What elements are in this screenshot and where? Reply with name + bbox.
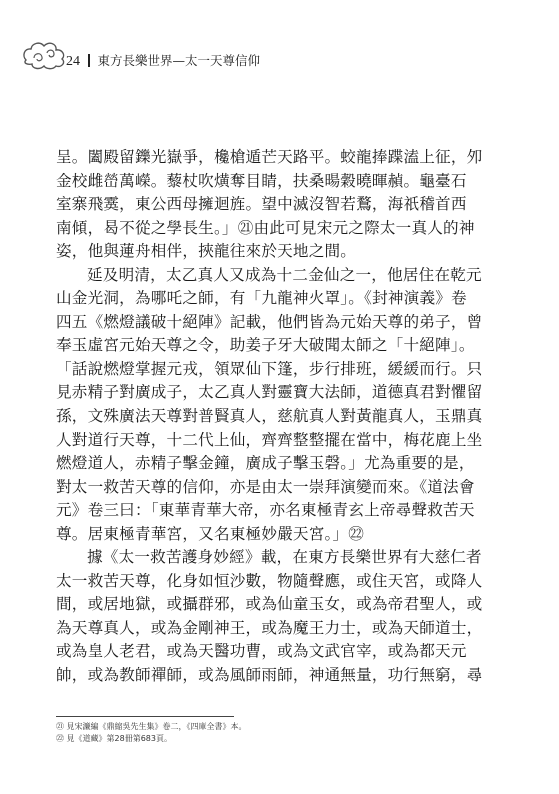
text-line: 尊。居東極青華宮，又名東極妙嚴天宮。」㉒ [56,524,365,543]
text-line: 四五《燃燈議破十絕陣》記載，他們皆為元始天尊的弟子，曾 [56,312,483,331]
header-divider [88,54,90,67]
text-line: 對太一救苦天尊的信仰，亦是由太一崇拜演變而來。《道法會 [56,477,475,496]
text-line: 奉玉虛宮元始天尊之令，助姜子牙大破聞太師之「十絕陣」。 [56,336,475,355]
footnotes [56,721,247,745]
running-header [66,51,260,70]
text-line: 或為皇人老君，或為天醫功曹，或為文武官宰，或為都天元 [56,642,467,661]
body-text [56,146,512,688]
footnote: ㉑ 見宋濂編《鼎縮吳先生集》卷二，《四庫全書》本。 [56,722,247,731]
text-line: 室寨飛霙，東公西母擁迴旌。望中滅沒智若鶩，海祇稽首西 [56,195,467,214]
text-line: 南傾，曷不從之學長生。」㉑由此可見宋元之際太一真人的神 [56,218,475,237]
text-line: 金校雌嵤萬嶸。藜杖吹熿奪目睛，扶桑暘穀曉暉赬。龜臺石 [56,171,467,190]
running-title: 東方長樂世界—太一天尊信仰 [97,53,261,68]
text-line: 孫，文殊廣法天尊對普賢真人，慈航真人對黃龍真人，玉鼎真 [56,407,483,426]
text-line: 帥，或為教師禪師，或為風師雨師，神通無量，功行無窮，尋 [56,666,483,685]
text-line: 人對道行天尊，十二代上仙，齊齊整整擺在當中，梅花鹿上坐 [56,430,483,449]
footnote: ㉒ 見《道藏》第28冊第683頁。 [56,734,172,743]
text-line: 見赤精子對廣成子，太乙真人對靈寶大法師，道德真君對懼留 [56,383,483,402]
cloud-ornament-icon [20,38,70,72]
text-line: 元》卷三曰：「東華青華大帝，亦名東極青玄上帝尋聲救苦天 [56,501,475,520]
text-line: 姿，他與蓮舟相伴，挾龍往來於天地之間。 [56,242,357,261]
text-line: 間，或居地獄，或攝群邪，或為仙童玉女，或為帝君聖人，或 [56,595,483,614]
text-line: 「話說燃燈掌握元戎，領眾仙下篷，步行排班，緩緩而行。只 [56,359,483,378]
footnote-rule [56,716,234,717]
page-number: 24 [66,54,80,69]
text-line: 呈。闔殿留鑠光嶽爭，欃槍遁芒天路平。蛟龍捧蹀溘上征，夘 [56,148,483,166]
text-line: 延及明清，太乙真人又成為十二金仙之一，他居住在乾元 [87,265,482,284]
text-line: 山金光洞，為哪吒之師，有「九龍神火罩」。《封神演義》卷 [56,289,467,308]
text-line: 燃燈道人，赤精子擊金鐘，廣成子擊玉磬。」尤為重要的是， [56,454,475,473]
text-line: 據《太一救苦護身妙經》載，在東方長樂世界有大慈仁者 [87,548,482,567]
text-line: 太一救苦天尊，化身如恒沙數，物隨聲應，或住天宮，或降人 [56,571,483,590]
text-line: 為天尊真人，或為金剛神王，或為魔王力士，或為天師道士， [56,618,483,637]
